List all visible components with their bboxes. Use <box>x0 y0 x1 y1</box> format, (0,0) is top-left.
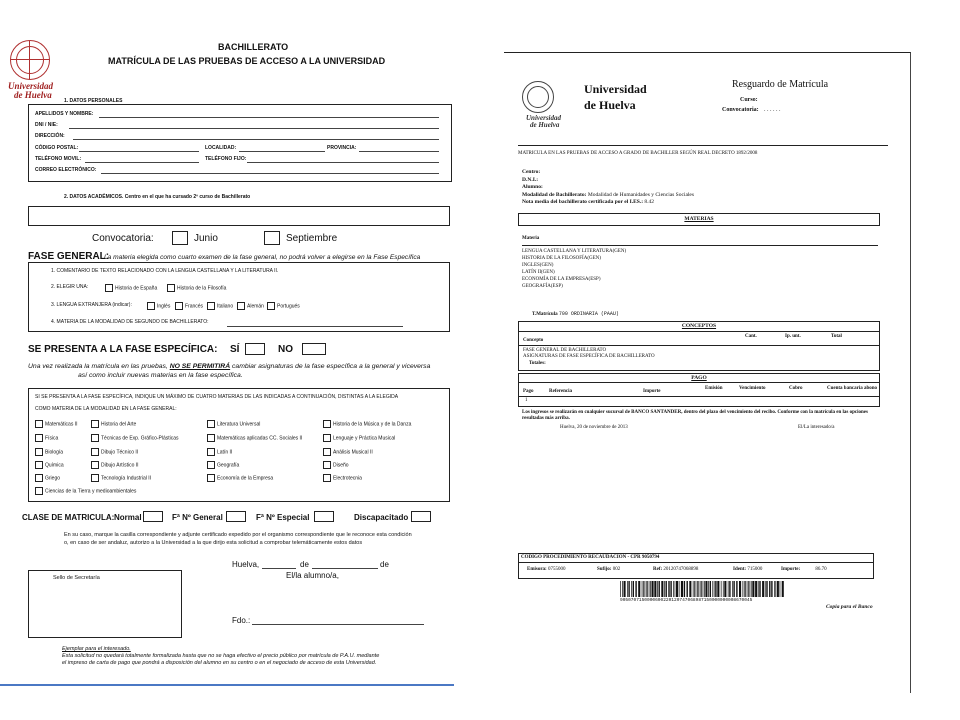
barcode-bar <box>649 581 650 597</box>
barcode-bar <box>697 581 698 597</box>
materia-fisica[interactable]: Física <box>35 434 58 442</box>
field-correo: CORREO ELECTRÓNICO: <box>35 167 97 173</box>
input-provincia[interactable] <box>359 151 439 152</box>
clase-fn-general-checkbox[interactable] <box>226 511 246 522</box>
materia-economia-empresa[interactable]: Economía de la Empresa <box>207 474 273 482</box>
field-cp: CÓDIGO POSTAL: <box>35 145 79 151</box>
field-telefono-fijo: TELÉFONO FIJO: <box>205 156 247 162</box>
checkbox-icon <box>91 434 99 442</box>
field-provincia: PROVINCIA: <box>327 145 357 151</box>
resguardo-title: Resguardo de Matrícula <box>732 79 829 90</box>
barcode-bar <box>631 581 632 597</box>
barcode-bar <box>694 581 695 597</box>
copia-banco: Copia para el Banco <box>826 604 873 610</box>
materias-table: Materia LENGUA CASTELLANA Y LITERATURA(GEN) HISTORIA DE LA FILOSOFÍA(GEN) INGLES(GEN) LATÍN II(GEN) ECONOMÍA DE LA EMPRESA(ESP) GEOGRAFÍA(ESP) <box>518 225 880 297</box>
barcode-bar <box>728 581 729 597</box>
checkbox-icon <box>167 284 175 292</box>
clase-fn-general-label: Fª Nº General <box>172 513 223 522</box>
septiembre-label: Septiembre <box>286 233 338 244</box>
barcode-bar <box>620 581 621 597</box>
barcode-bar <box>703 581 704 597</box>
junio-label: Junio <box>194 233 218 244</box>
barcode-bar <box>661 581 663 597</box>
materia-item: HISTORIA DE LA FILOSOFÍA(GEN) <box>522 256 601 261</box>
fase-general-box <box>28 262 450 332</box>
fg-item-1: 1. COMENTARIO DE TEXTO RELACIONADO CON LA LENGUA CASTELLANA Y LA LITERATURA II. <box>51 268 279 274</box>
barcode-bar <box>748 581 749 597</box>
convocatoria-label: Convocatoria: <box>92 233 154 244</box>
field-apellidos: APELLIDOS Y NOMBRE: <box>35 111 94 117</box>
tmatricula: T.Matrícula 700 ORDINARIA (PAAU) <box>532 311 619 317</box>
barcode-bar <box>689 581 691 597</box>
barcode-bar <box>705 581 707 597</box>
input-dni[interactable] <box>69 128 439 129</box>
elegir-historia-espana[interactable]: Historia de España <box>105 284 157 292</box>
barcode-bar <box>733 581 734 597</box>
barcode-bar <box>666 581 667 597</box>
clase-discapacitado-checkbox[interactable] <box>411 511 431 522</box>
checkbox-icon <box>237 302 245 310</box>
si-label: SÍ <box>230 344 240 355</box>
checkbox-icon <box>35 420 43 428</box>
checkbox-icon <box>323 420 331 428</box>
barcode-bar <box>710 581 711 597</box>
checkbox-icon <box>35 461 43 469</box>
barcode-bar <box>698 581 699 597</box>
barcode-bar <box>646 581 647 597</box>
fase-especifica-box <box>28 388 450 502</box>
de-label: de <box>300 560 309 569</box>
section-datos-academicos: 2. DATOS ACADÉMICOS. Centro en el que ha cursado 2º curso de Bachillerato <box>64 194 251 200</box>
input-telefono-movil[interactable] <box>85 162 199 163</box>
no-checkbox[interactable] <box>302 343 326 355</box>
clase-discapacitado-label: Discapacitado <box>354 513 409 522</box>
fg-item-2: 2. ELEGIR UNA: <box>51 284 89 290</box>
university-seal-icon <box>10 40 50 80</box>
clase-fn-especial-label: Fª Nº Especial <box>256 513 310 522</box>
septiembre-checkbox[interactable] <box>264 231 280 245</box>
barcode-bar <box>724 581 726 597</box>
clase-fn-especial-checkbox[interactable] <box>314 511 334 522</box>
checkbox-icon <box>105 284 113 292</box>
input-firma[interactable] <box>252 624 424 625</box>
personal-data-box <box>28 104 452 182</box>
si-checkbox[interactable] <box>245 343 265 355</box>
cpr-box: CODIGO PROCEDIMIENTO RECAUDACION - CPR 9050794 Emisora: 0755000 Sufijo: 002 Ref: 20120747068898 Ident: 715000 Importe: 86.70 <box>518 553 874 579</box>
materia-historia-arte[interactable]: Historia del Arte <box>91 420 136 428</box>
section-datos-personales: 1. DATOS PERSONALES <box>64 98 123 104</box>
barcode-bar <box>780 581 781 597</box>
barcode-bar <box>659 581 660 597</box>
fg-item-3: 3. LENGUA EXTRANJERA (indicar): <box>51 302 132 308</box>
barcode-bar <box>696 581 697 597</box>
barcode-bar <box>774 581 775 597</box>
checkbox-icon <box>207 434 215 442</box>
barcode-bar <box>668 581 669 597</box>
fase-especifica-title: SE PRESENTA A LA FASE ESPECÍFICA: <box>28 344 218 355</box>
curso-label: Curso: <box>740 97 758 103</box>
barcode-bar <box>743 581 744 597</box>
convocatoria-label: Convocatoria: <box>722 107 759 113</box>
checkbox-icon <box>35 434 43 442</box>
materia-latin-ii[interactable]: Latín II <box>207 448 232 456</box>
pago-table: PAGO Pago Referencia Importe Emisión Vencimiento Cobro Cuenta bancaria abono 1 <box>518 373 880 407</box>
barcode-bar <box>739 581 741 597</box>
convocatoria-value: . . . . . . <box>764 107 781 113</box>
junio-checkbox[interactable] <box>172 231 188 245</box>
barcode-bar <box>645 581 646 597</box>
materia-dibujo-tecnico[interactable]: Dibujo Técnico II <box>91 448 138 456</box>
materia-literatura-universal[interactable]: Literatura Universal <box>207 420 260 428</box>
barcode-bar <box>675 581 676 597</box>
clase-matricula-title: CLASE DE MATRICULA: <box>22 513 115 522</box>
barcode-bar <box>635 581 636 597</box>
nota-pago: Los ingresos se realizarán en cualquier sucursal de BANCO SANTANDER, dentro del plazo del vencimiento del recibo. Conforme con la matrícula en las opciones resultadas más arriba. <box>522 410 868 421</box>
barcode-bar <box>633 581 634 597</box>
checkbox-icon <box>267 302 275 310</box>
de-label-2: de <box>380 560 389 569</box>
barcode-bar <box>755 581 757 597</box>
barcode-bar <box>700 581 701 597</box>
barcode-bar <box>775 581 776 597</box>
checkbox-icon <box>147 302 155 310</box>
materia-biologia[interactable]: Biología <box>35 448 63 456</box>
checkbox-icon <box>91 448 99 456</box>
matricula-title: MATRICULA EN LAS PRUEBAS DE ACCESO A GRADO DE BACHILLER SEGÚN REAL DECRETO 1892/2008 <box>518 151 758 156</box>
materia-ciencias-tierra[interactable]: Ciencias de la Tierra y medioambientales <box>35 487 136 495</box>
lengua-frances[interactable]: Francés <box>175 302 203 310</box>
barcode-bar <box>652 581 654 597</box>
barcode-bar <box>745 581 746 597</box>
divider-1 <box>518 145 888 146</box>
barcode-bar <box>750 581 751 597</box>
barcode-bar <box>736 581 737 597</box>
barcode-bar <box>771 581 772 597</box>
materia-electrotecnia[interactable]: Electrotecnia <box>323 474 362 482</box>
esp-intro: SI SE PRESENTA A LA FASE ESPECÍFICA, INDIQUE UN MÁXIMO DE CUATRO MATERIAS DE LAS INDICADAS A CONTINUACIÓN, DISTINTAS A LA ELEGIDA <box>35 394 399 400</box>
barcode-bar <box>624 581 626 597</box>
input-cp[interactable] <box>79 151 199 152</box>
barcode-bar <box>762 581 764 597</box>
barcode-bar <box>766 581 767 597</box>
materia-analisis-musical[interactable]: Análisis Musical II <box>323 448 373 456</box>
materia-item: ECONOMÍA DE LA EMPRESA(ESP) <box>522 277 601 282</box>
barcode-bar <box>627 581 628 597</box>
barcode-bar <box>650 581 651 597</box>
no-label: NO <box>278 344 293 355</box>
clase-normal-label: Normal <box>114 513 142 522</box>
barcode-bar <box>704 581 705 597</box>
barcode-bar <box>642 581 643 597</box>
lengua-aleman[interactable]: Alemán <box>237 302 264 310</box>
barcode-bar <box>628 581 629 597</box>
university-name: Universidad de Huelva <box>584 82 647 112</box>
barcode-bar <box>715 581 716 597</box>
checkbox-icon <box>91 461 99 469</box>
barcode-bar <box>732 581 733 597</box>
checkbox-icon <box>91 420 99 428</box>
field-localidad: LOCALIDAD: <box>205 145 237 151</box>
materia-tecnologia-industrial[interactable]: Tecnología Industrial II <box>91 474 151 482</box>
right-logo-text: Universidad de Huelva <box>526 114 561 129</box>
barcode-bar <box>721 581 722 597</box>
field-direccion: DIRECCIÓN: <box>35 133 65 139</box>
barcode-bar <box>654 581 656 597</box>
concepto-item: FASE GENERAL DE BACHILLERATO <box>523 348 607 353</box>
heading-matricula: MATRÍCULA DE LAS PRUEBAS DE ACCESO A LA UNIVERSIDAD <box>108 56 386 66</box>
fecha: Huelva, 20 de noviembre de 2013 <box>560 425 628 430</box>
checkbox-icon <box>35 474 43 482</box>
barcode-bar <box>679 581 680 597</box>
checkbox-icon <box>207 420 215 428</box>
input-correo[interactable] <box>101 173 439 174</box>
conceptos-table: CONCEPTOS Concepto Cant. Ip. unt. Total FASE GENERAL DE BACHILLERATO ASIGNATURAS DE FASE ESPECÍFICA DE BACHILLERATO Totales: <box>518 321 880 371</box>
barcode-bar <box>769 581 770 597</box>
input-telefono-fijo[interactable] <box>247 162 439 163</box>
checkbox-icon <box>35 448 43 456</box>
checkbox-icon <box>207 461 215 469</box>
barcode-bar <box>765 581 766 597</box>
heading-bachillerato: BACHILLERATO <box>218 42 289 52</box>
barcode-bar <box>712 581 713 597</box>
en-su-caso-text: En su caso, marque la casilla correspondiente y adjunte certificado expedido por el organismo correspondiente que le reconoce esta condición o, en caso de ser andaluz, autorizo a la Universidad a la que dirijo esta solicitud a comprobar telemáticamente estos datos <box>64 532 412 546</box>
bottom-divider <box>0 684 454 686</box>
barcode-bar <box>714 581 715 597</box>
materia-item: LATÍN II(GEN) <box>522 270 555 275</box>
checkbox-icon <box>207 474 215 482</box>
checkbox-icon <box>207 302 215 310</box>
checkbox-icon <box>323 434 331 442</box>
barcode-bar <box>622 581 623 597</box>
left-document <box>0 0 460 720</box>
materia-griego[interactable]: Griego <box>35 474 60 482</box>
input-direccion[interactable] <box>73 139 439 140</box>
materia-lenguaje-musical[interactable]: Lenguaje y Práctica Musical <box>323 434 395 442</box>
lengua-italiano[interactable]: Italiano <box>207 302 233 310</box>
materia-tecnicas-expresion[interactable]: Técnicas de Exp. Gráfico-Plásticas <box>91 434 179 442</box>
lengua-portugues[interactable]: Portugués <box>267 302 300 310</box>
materia-item: GEOGRAFÍA(ESP) <box>522 284 563 289</box>
lengua-ingles[interactable]: Inglés <box>147 302 170 310</box>
concepto-item: ASIGNATURAS DE FASE ESPECÍFICA DE BACHILLERATO <box>523 354 655 359</box>
fg-item-4: 4. MATERIA DE LA MODALIDAD DE SEGUNDO DE BACHILLERATO: <box>51 319 209 325</box>
footer-note: Ejemplar para el interesado. Esta solicitud no quedará totalmente formalizada hasta que no se haga efectivo el precio público por matrícula de P.A.U. mediante el impreso de carta de pago que pondrá a disposición del alumno en su centro o en el negociado de acceso de esta Universidad. <box>62 646 380 666</box>
field-dni: DNI / NIE: <box>35 122 58 128</box>
sello-box <box>28 570 182 638</box>
right-seal-icon <box>522 81 554 113</box>
barcode-bar <box>782 581 784 597</box>
input-materia-modalidad[interactable] <box>227 326 403 327</box>
field-telefono-movil: TELÉFONO MOVIL: <box>35 156 82 162</box>
materia-matematicas-aplicadas[interactable]: Matemáticas aplicadas CC. Sociales II <box>207 434 302 442</box>
clase-normal-checkbox[interactable] <box>143 511 163 522</box>
barcode-bar <box>647 581 648 597</box>
huelva-label: Huelva, <box>232 560 260 569</box>
barcode-bar <box>638 581 640 597</box>
materia-item: INGLES(GEN) <box>522 263 554 268</box>
barcode-bar <box>777 581 779 597</box>
input-fecha-mes[interactable] <box>312 568 378 569</box>
checkbox-icon <box>323 461 331 469</box>
logo-text: Universidad de Huelva <box>8 81 53 100</box>
elegir-historia-filosofia[interactable]: Historia de la Filosofía <box>167 284 226 292</box>
barcode-bar <box>717 581 719 597</box>
barcode-bar <box>758 581 759 597</box>
barcode-bar <box>744 581 745 597</box>
checkbox-icon <box>207 448 215 456</box>
barcode-bar <box>729 581 730 597</box>
barcode-bar <box>676 581 678 597</box>
fdo-label: Fdo.: <box>232 616 251 625</box>
materia-matematicas-ii[interactable]: Matemáticas II <box>35 420 78 428</box>
barcode-bar <box>701 581 702 597</box>
sello-label: Sello de Secretaría <box>53 575 100 581</box>
fase-general-title: FASE GENERAL: <box>28 251 110 262</box>
barcode-bar <box>752 581 754 597</box>
input-localidad[interactable] <box>239 151 325 152</box>
barcode-bar <box>643 581 644 597</box>
barcode-bar <box>684 581 685 597</box>
checkbox-icon <box>91 474 99 482</box>
barcode-bar <box>723 581 724 597</box>
barcode-bar <box>657 581 658 597</box>
barcode <box>620 581 786 597</box>
input-fecha-dia[interactable] <box>262 568 296 569</box>
materia-diseno[interactable]: Diseño <box>323 461 349 469</box>
barcode-bar <box>708 581 709 597</box>
barcode-bar <box>751 581 752 597</box>
fase-general-note: La materia elegida como cuarto examen de la fase general, no podrá volver a elegirse en la Fase Específica <box>104 254 421 261</box>
barcode-bar <box>673 581 674 597</box>
alumno-label: El/la alumno/a, <box>286 571 339 580</box>
materia-item: LENGUA CASTELLANA Y LITERATURA(GEN) <box>522 249 627 254</box>
checkbox-icon <box>323 474 331 482</box>
input-apellidos[interactable] <box>99 117 439 118</box>
materia-historia-musica[interactable]: Historia de la Música y de la Danza <box>323 420 411 428</box>
esp-intro-2: COMO MATERIA DE LA MODALIDAD EN LA FASE GENERAL: <box>35 406 177 412</box>
barcode-bar <box>759 581 760 597</box>
checkbox-icon <box>175 302 183 310</box>
materia-dibujo-artistico[interactable]: Dibujo Artístico II <box>91 461 139 469</box>
materias-header: MATERIAS <box>518 213 880 225</box>
materia-geografia[interactable]: Geografía <box>207 461 239 469</box>
right-document <box>504 52 911 693</box>
barcode-bar <box>687 581 688 597</box>
materia-quimica[interactable]: Química <box>35 461 64 469</box>
barcode-bar <box>670 581 671 597</box>
fase-esp-note: Una vez realizada la matrícula en las pruebas, NO SE PERMITIRÁ cambiar asignaturas de la fase específica a la general y viceversa así como incluir nuevas materias en la fase específica. <box>28 363 431 379</box>
interesado: El/La interesado/a <box>798 425 835 430</box>
barcode-bar <box>747 581 748 597</box>
checkbox-icon <box>35 487 43 495</box>
centro-input-box[interactable] <box>28 206 450 226</box>
barcode-bar <box>664 581 665 597</box>
student-info: Centro: D.N.I.: Alumno: Modalidad de Bachillerato: Modalidad de Humanidades y Ciencias Sociales Nota media del bachillerato certificada por el I.ES.: 8.42 <box>522 169 695 205</box>
barcode-number: 9050707150000600220120747068987150000000008670045 <box>620 598 753 603</box>
barcode-bar <box>693 581 694 597</box>
checkbox-icon <box>323 448 331 456</box>
barcode-bar <box>681 581 683 597</box>
